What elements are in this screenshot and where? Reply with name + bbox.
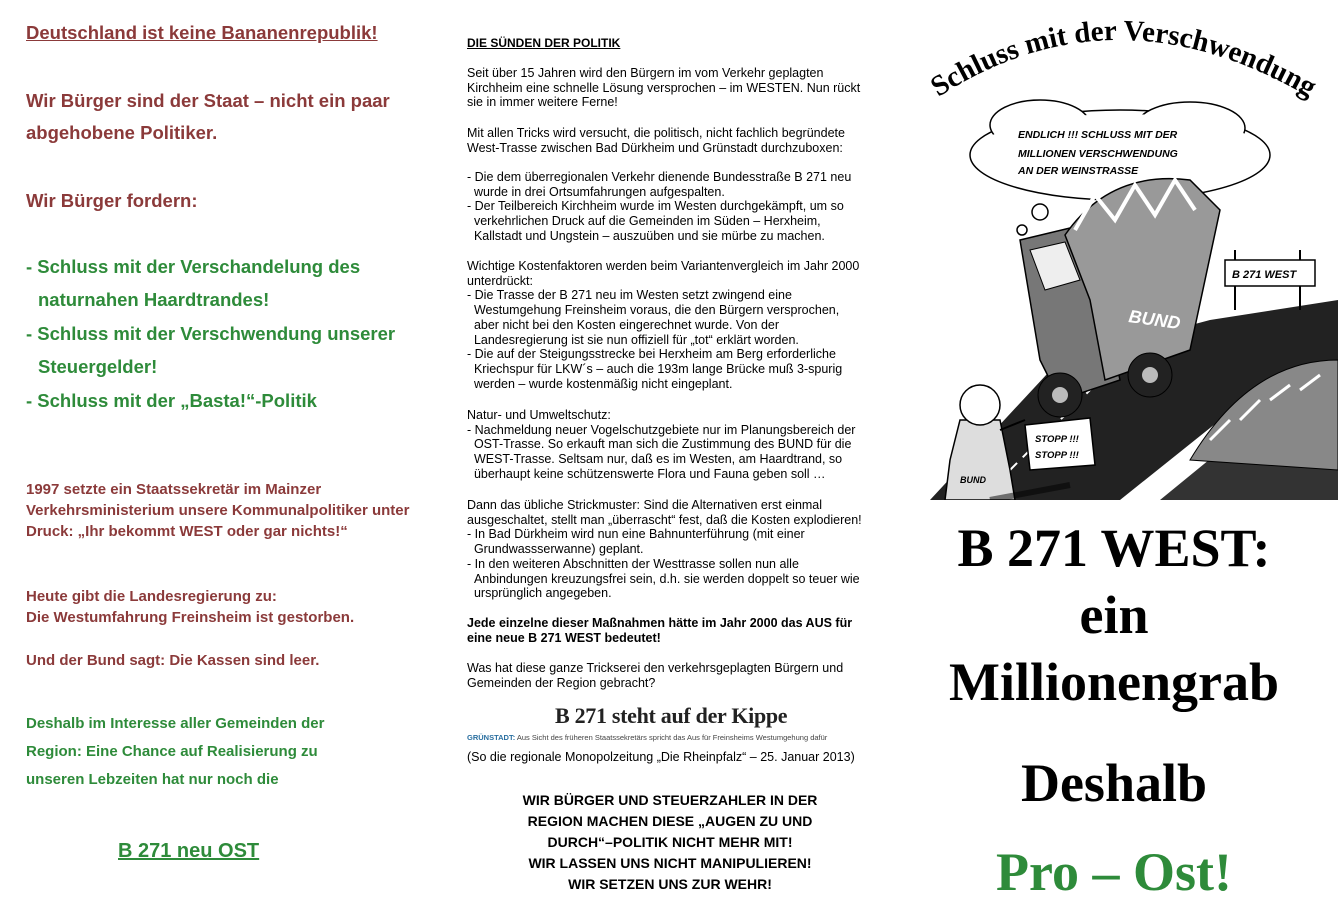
demand-3: - Schluss mit der „Basta!“-Politik bbox=[26, 390, 317, 411]
sins-heading: DIE SÜNDEN DER POLITIK bbox=[467, 36, 621, 50]
road-sign-text: B 271 WEST bbox=[1232, 269, 1297, 281]
arc-title: Schluss mit der Verschwendung bbox=[925, 14, 1322, 104]
clipping-headline: B 271 steht auf der Kippe bbox=[555, 703, 788, 728]
protester-label: BUND bbox=[960, 475, 986, 485]
today-line-1: Heute gibt die Landesregierung zu: bbox=[26, 588, 277, 605]
conclusion-3: unseren Lebzeiten hat nur noch die bbox=[26, 771, 279, 788]
paragraph-2: Mit allen Tricks wird versucht, die politisch, nicht fachlich begründete West-Trasse zwischen Bad Dürkheim und Grünstadt durchzuboxen: bbox=[467, 126, 845, 155]
history-1997: 1997 setzte ein Staatssekretär im Mainzer Verkehrsministerium unsere Kommunalpolitiker unter Druck: „Ihr bekommt WEST oder gar nichts!“ bbox=[26, 481, 410, 540]
right-column bbox=[890, 0, 1338, 918]
title-ein: ein bbox=[1079, 585, 1149, 645]
stop-sign-line-1: STOPP !!! bbox=[1035, 434, 1079, 445]
final-line-2: REGION MACHEN DIESE „AUGEN ZU UND bbox=[527, 813, 813, 829]
cartoon-illustration bbox=[890, 0, 1338, 500]
bund-says: Und der Bund sagt: Die Kassen sind leer. bbox=[26, 652, 320, 669]
title-millionengrab: Millionengrab bbox=[948, 652, 1279, 712]
statement-line-1: Wir Bürger sind der Staat – nicht ein paar bbox=[26, 90, 390, 111]
statement-line-2: abgehobene Politiker. bbox=[26, 122, 218, 143]
title-pro-ost: Pro – Ost! bbox=[996, 842, 1232, 902]
paragraph-4: Wichtige Kostenfaktoren werden beim Variantenvergleich im Jahr 2000 unterdrückt: - Die Trasse der B 271 neu im Westen setzt zwingend eine Westumgehung Freinsheim voraus, die den Bürgern versprochen, aber nicht bei den Kosten eingerechnet wurde. Von der Landesregierung ist sie nun offiziell für „tot“ erklärt worden. - Die auf der Steigungsstrecke bei Herxheim am Berg erforderliche Kriechspur für LKW´s – auch die 193m lange Brücke muß 3-spurig werden – wurde kostenmäßig nicht eingeplant. bbox=[467, 259, 860, 391]
demand-2: - Schluss mit der Verschwendung unserer bbox=[26, 323, 396, 344]
final-line-3: DURCH“–POLITIK NICHT MEHR MIT! bbox=[547, 834, 793, 850]
clipping-subline bbox=[467, 733, 887, 742]
demand-1: - Schluss mit der Verschandelung des bbox=[26, 256, 361, 277]
left-column bbox=[0, 0, 450, 918]
demand-2-cont: Steuergelder! bbox=[38, 356, 158, 377]
demand-intro: Wir Bürger fordern: bbox=[26, 190, 198, 211]
demand-1-cont: naturnahen Haardtrandes! bbox=[38, 289, 270, 310]
title-deshalb: Deshalb bbox=[1020, 753, 1208, 813]
clipping-source: (So die regionale Monopolzeitung „Die Rheinpfalz“ – 25. Januar 2013) bbox=[467, 750, 855, 764]
final-line-4: WIR LASSEN UNS NICHT MANIPULIEREN! bbox=[528, 855, 812, 871]
paragraph-7: Jede einzelne dieser Maßnahmen hätte im Jahr 2000 das AUS für eine neue B 271 WEST bedeutet! bbox=[467, 616, 853, 645]
middle-column bbox=[450, 0, 890, 918]
bubble-line-3: AN DER WEINSTRASSE bbox=[1018, 165, 1139, 177]
headline: Deutschland ist keine Bananenrepublik! bbox=[26, 22, 378, 43]
paragraph-3: - Die dem überregionalen Verkehr dienende Bundesstraße B 271 neu wurde in drei Ortsumfahrungen aufgespalten. - Der Teilbereich Kirchheim wurde im Westen durchgekämpft, um so verkehrlichen Druck auf die Gemeinden im Süden – Herxheim, Kallstadt und Ungstein – auszuüben und sie mürbe zu machen. bbox=[467, 170, 852, 243]
conclusion-2: Region: Eine Chance auf Realisierung zu bbox=[26, 743, 318, 760]
clipping-text: Aus Sicht des früheren Staatssekretärs spricht das Aus für Freinsheims Westumgehung dafür bbox=[515, 733, 828, 742]
final-line-5: WIR SETZEN UNS ZUR WEHR! bbox=[568, 876, 772, 892]
paragraph-1: Seit über 15 Jahren wird den Bürgern im vom Verkehr geplagten Kirchheim eine schnelle Lösung versprochen – im WESTEN. Nun rückt sie in immer weitere Ferne! bbox=[467, 66, 861, 110]
bubble-line-1: ENDLICH !!! SCHLUSS MIT DER bbox=[1018, 129, 1178, 141]
bubble-line-2: MILLIONEN VERSCHWENDUNG bbox=[1018, 148, 1178, 160]
paragraph-8: Was hat diese ganze Trickserei den verkehrsgeplagten Bürgern und Gemeinden der Region gebracht? bbox=[467, 661, 844, 690]
clipping-place: GRÜNSTADT: bbox=[467, 733, 516, 742]
today-line-2: Die Westumfahrung Freinsheim ist gestorben. bbox=[26, 609, 355, 626]
title-b271-west: B 271 WEST: bbox=[957, 518, 1271, 578]
road-sign bbox=[1225, 250, 1315, 310]
final-line-1: WIR BÜRGER UND STEUERZAHLER IN DER bbox=[522, 792, 818, 808]
stop-sign-line-2: STOPP !!! bbox=[1035, 450, 1079, 461]
paragraph-6: Dann das übliche Strickmuster: Sind die Alternativen erst einmal ausgeschaltet, stellt man „überrascht“ fest, daß die Kosten explodieren! - In Bad Dürkheim wird nun eine Bahnunterführung (mit einer Grundwassserwanne) geplant. - In den weiteren Abschnitten der Westtrasse sollen nun alle Anbindungen kreuzungsfrei sein, d.h. sie werden doppelt so teuer wie ursprünglich angegeben. bbox=[467, 498, 862, 601]
conclusion-1: Deshalb im Interesse aller Gemeinden der bbox=[26, 715, 325, 732]
paragraph-5: Natur- und Umweltschutz: - Nachmeldung neuer Vogelschutzgebiete nur im Planungsbereich der OST-Trasse. So erkauft man sich die Zustimmung des BUND für die WEST-Trasse. Seltsam nur, daß es im Westen, am Haardtrand, so überhaupt keine schützenswerte Flora und Fauna geben soll … bbox=[467, 408, 856, 481]
route-ost: B 271 neu OST bbox=[118, 840, 260, 862]
truck-label: BUND bbox=[1127, 306, 1182, 334]
